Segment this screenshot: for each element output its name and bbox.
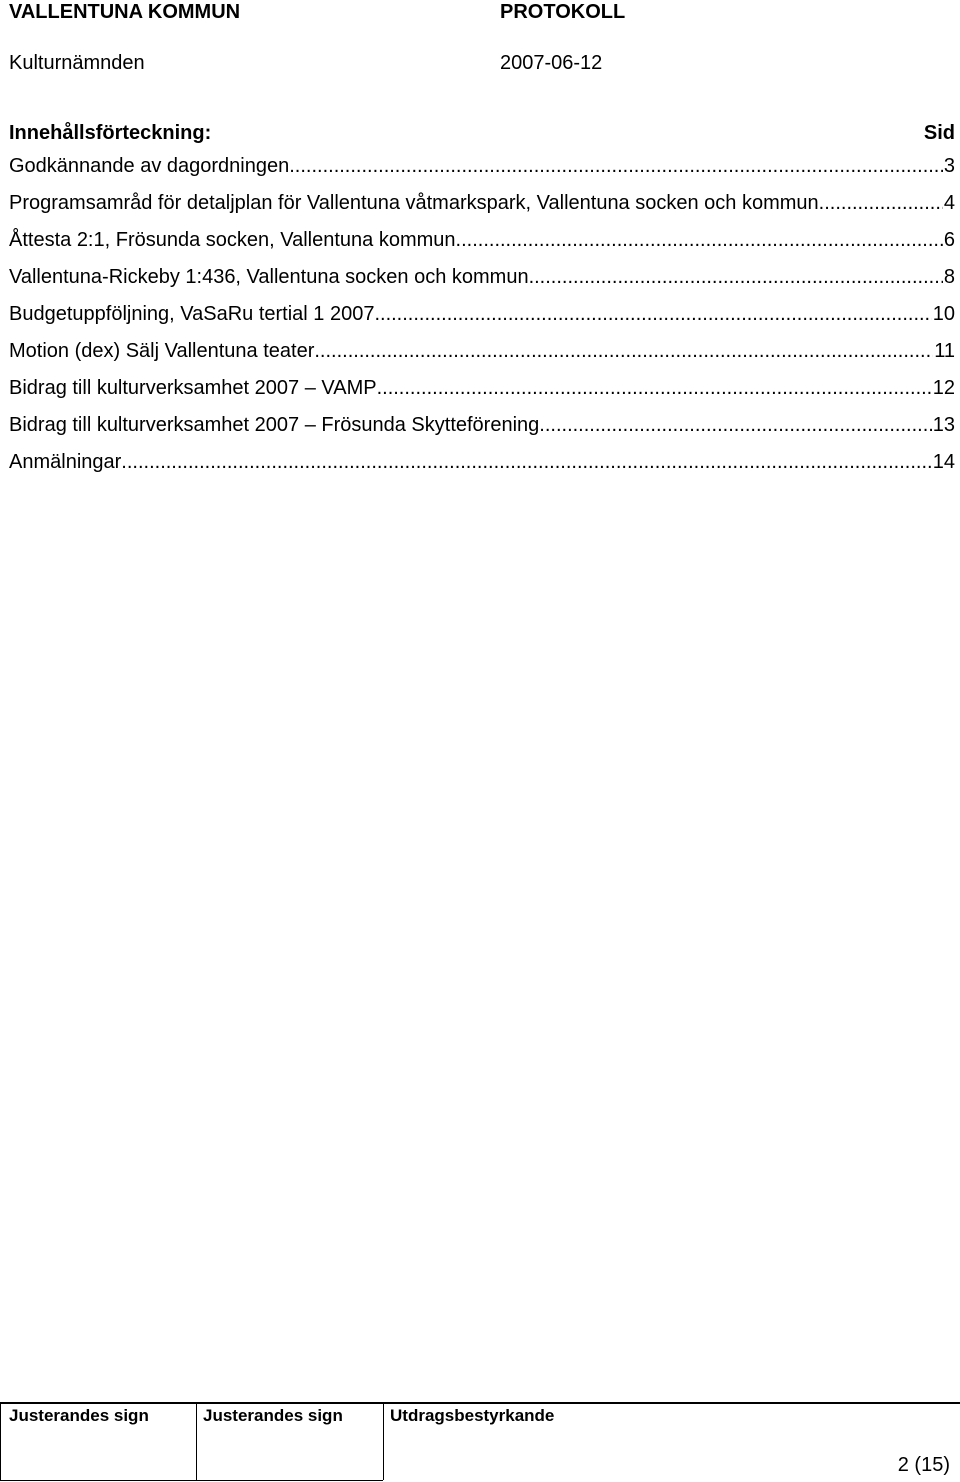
toc-dot-leader: [824, 185, 943, 222]
toc-entry-page: 3: [943, 155, 955, 177]
toc-entry-page: 11: [934, 340, 955, 362]
footer-divider: [196, 1402, 197, 1480]
toc-entry[interactable]: [9, 185, 955, 222]
toc-entry-page: 10: [932, 303, 955, 325]
signature-box-1-label: Justerandes sign: [9, 1406, 149, 1425]
table-of-contents: [9, 118, 955, 481]
footer-divider: [0, 1402, 1, 1480]
extract-certification-label: Utdragsbestyrkande: [390, 1406, 555, 1425]
toc-entry-title: Vallentuna-Rickeby 1:436, Vallentuna socken och kommun: [9, 266, 529, 288]
toc-dot-leader: [456, 222, 943, 259]
toc-entry[interactable]: [9, 148, 955, 185]
toc-dot-leader: [377, 370, 932, 407]
municipality-name: VALLENTUNA KOMMUN: [9, 1, 241, 23]
toc-entry[interactable]: [9, 370, 955, 407]
toc-entry-title: Bidrag till kulturverksamhet 2007 – VAMP: [9, 377, 377, 399]
toc-entry-title: Åttesta 2:1, Frösunda socken, Vallentuna kommun: [9, 229, 456, 251]
toc-entry-title: Bidrag till kulturverksamhet 2007 – Frösunda Skytteförening: [9, 414, 540, 436]
meeting-date: 2007-06-12: [500, 52, 603, 74]
toc-entry-title: Budgetuppföljning, VaSaRu tertial 1 2007: [9, 303, 375, 325]
committee-name: Kulturnämnden: [9, 52, 145, 74]
footer-divider: [383, 1402, 384, 1480]
toc-header-row: [9, 118, 955, 148]
document-type: PROTOKOLL: [500, 1, 626, 23]
toc-entry[interactable]: [9, 444, 955, 481]
toc-entry-title: Anmälningar: [9, 451, 122, 473]
toc-entry[interactable]: [9, 259, 955, 296]
toc-dot-leader: [314, 333, 933, 370]
toc-entry-page: 4: [943, 192, 955, 214]
toc-entry-title: Programsamråd för detaljplan för Vallentuna våtmarkspark, Vallentuna socken och kommun.: [9, 192, 825, 214]
toc-entry[interactable]: [9, 296, 955, 333]
toc-entry[interactable]: [9, 407, 955, 444]
toc-dot-leader: [374, 296, 931, 333]
toc-entry-page: 14: [932, 451, 955, 473]
toc-entry-page: 8: [943, 266, 955, 288]
toc-entry[interactable]: [9, 222, 955, 259]
footer-top-rule: [0, 1402, 960, 1404]
toc-page-heading: Sid: [923, 122, 955, 144]
toc-entry[interactable]: [9, 333, 955, 370]
toc-dot-leader: [539, 407, 931, 444]
toc-dot-leader: [121, 444, 931, 481]
page-indicator: 2 (15): [897, 1454, 950, 1476]
signature-footer: [0, 1402, 960, 1482]
toc-dot-leader: [289, 148, 943, 185]
toc-entry-page: 6: [943, 229, 955, 251]
toc-heading: Innehållsförteckning:: [9, 122, 212, 144]
toc-entry-title: Motion (dex) Sälj Vallentuna teater: [9, 340, 315, 362]
document-header: [0, 0, 960, 120]
signature-box-2-label: Justerandes sign: [203, 1406, 343, 1425]
toc-entry-page: 12: [932, 377, 955, 399]
toc-entry-page: 13: [932, 414, 955, 436]
toc-dot-leader: [529, 259, 943, 296]
footer-bottom-rule: [0, 1480, 383, 1481]
toc-entry-title: Godkännande av dagordningen: [9, 155, 290, 177]
